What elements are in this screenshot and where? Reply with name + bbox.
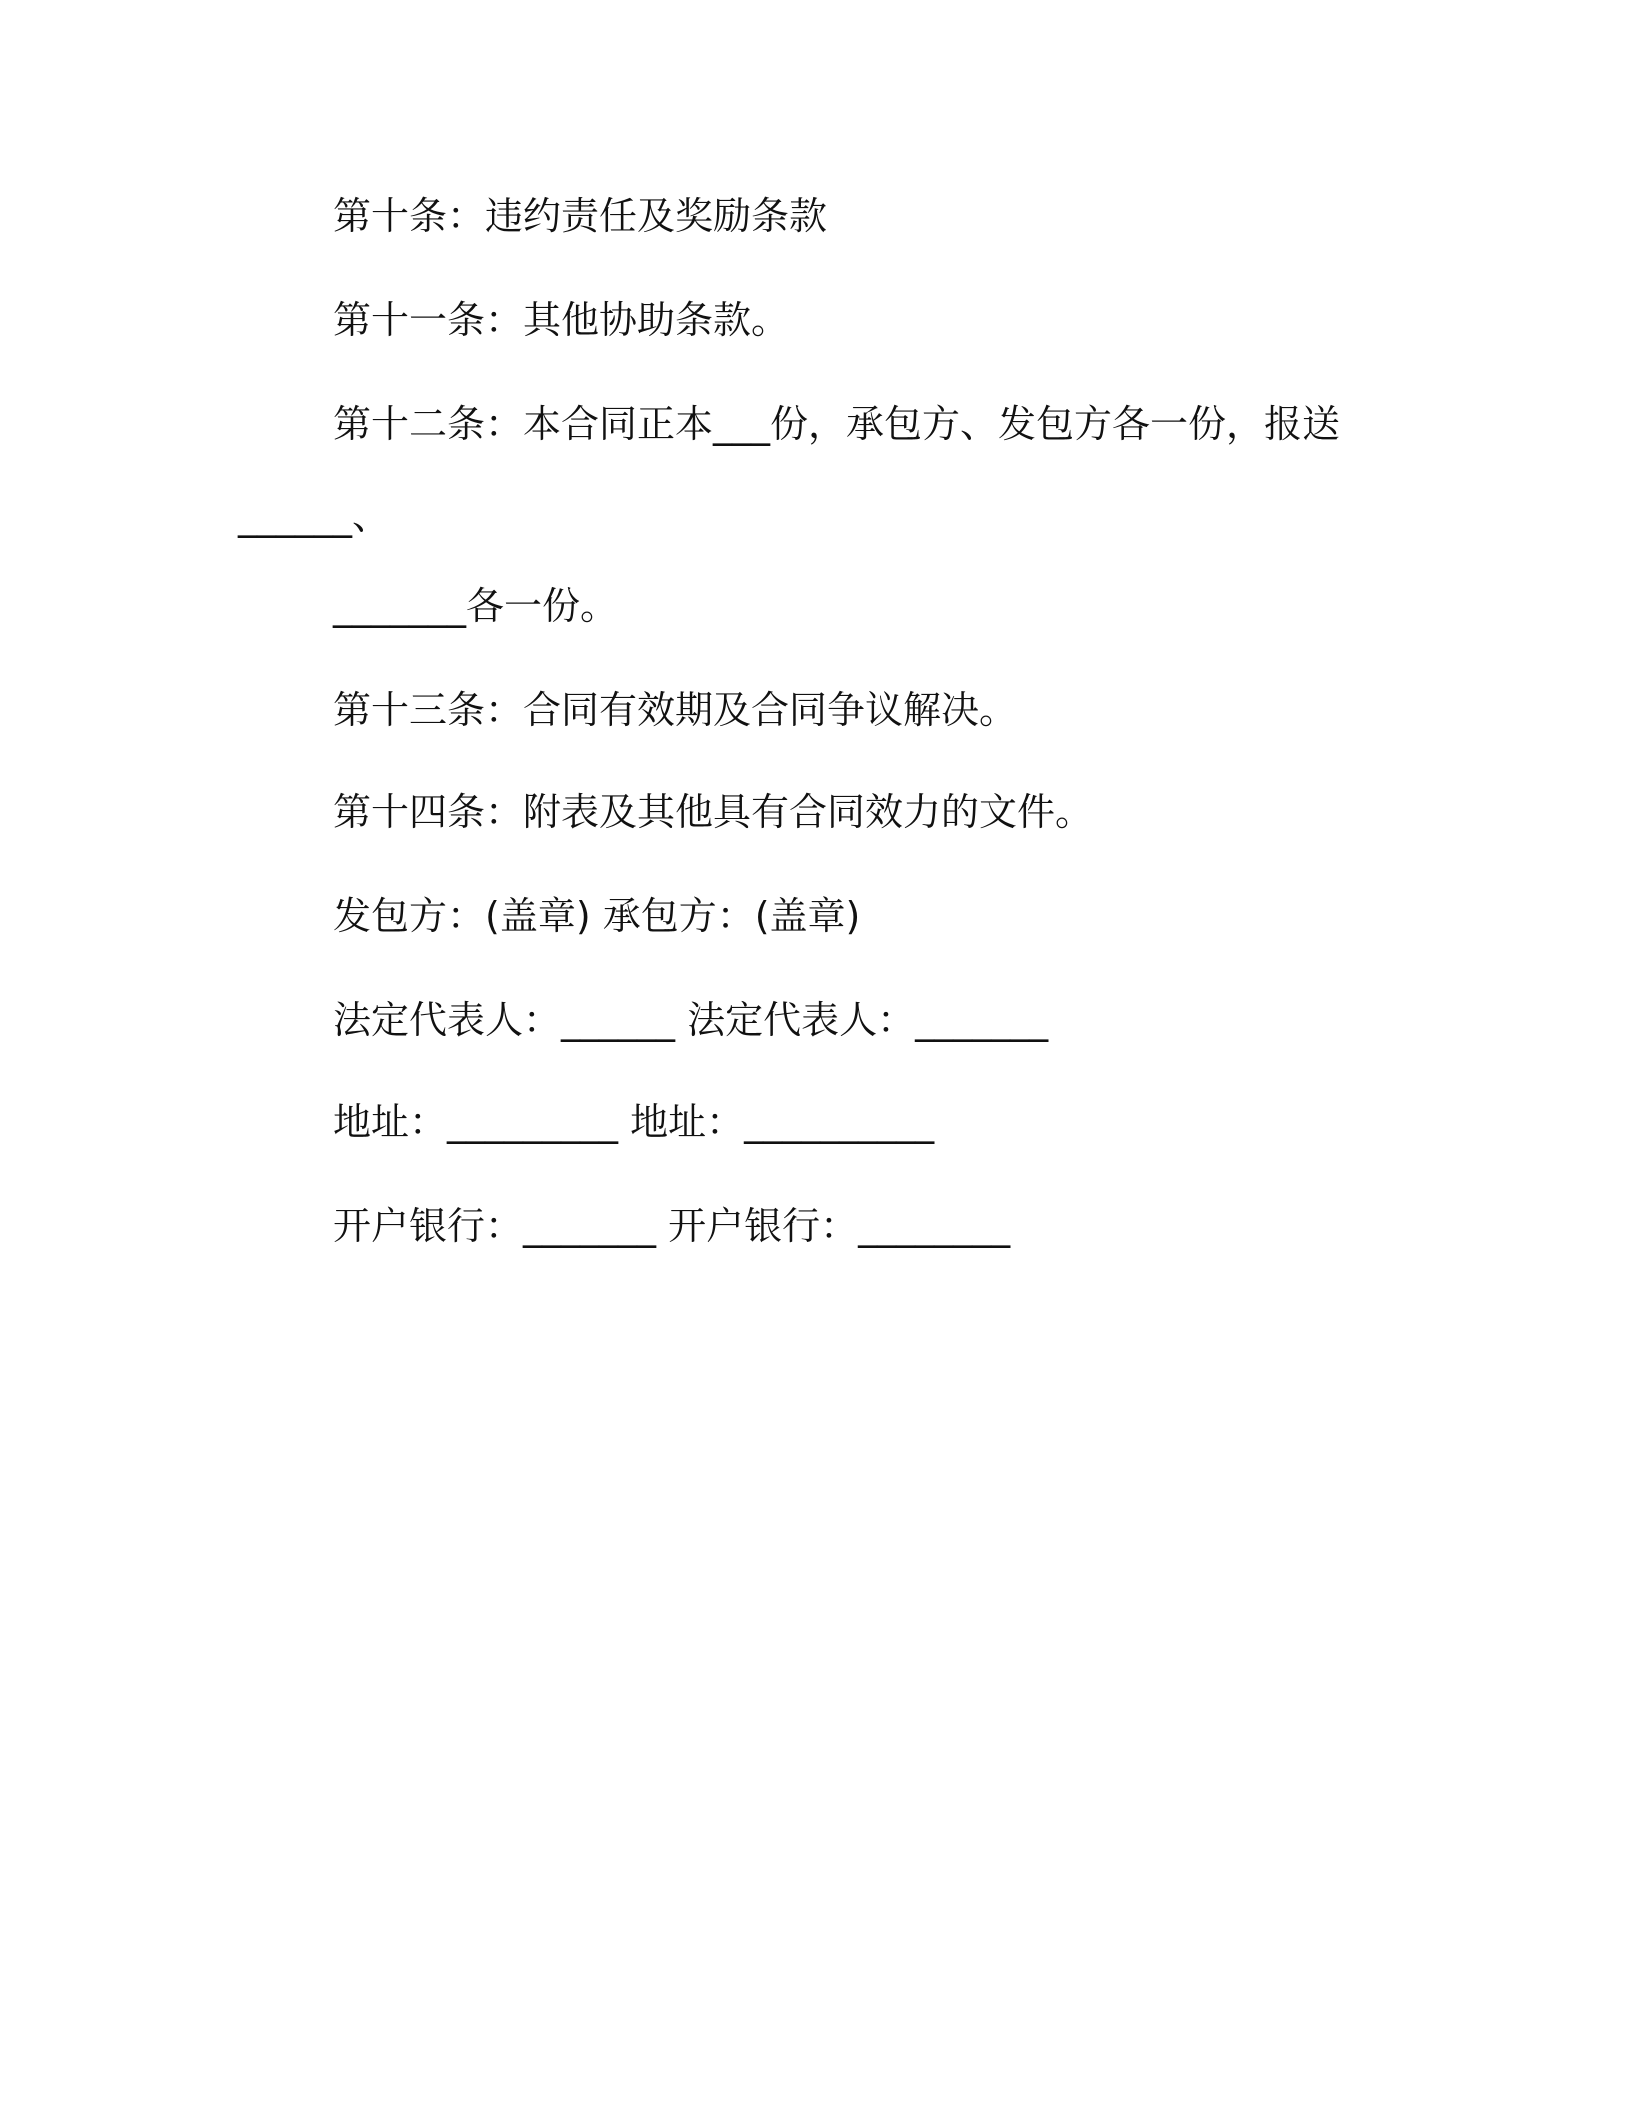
clause-11: 第十一条：其他协助条款。 (333, 298, 790, 342)
clause-14: 第十四条：附表及其他具有合同效力的文件。 (333, 790, 1094, 834)
address-line: 地址：_________ 地址：__________ (333, 1100, 935, 1144)
clause-10: 第十条：违约责任及奖励条款 (333, 194, 828, 238)
signature-parties: 发包方：(盖章) 承包方：(盖章) (333, 894, 861, 938)
bank-line: 开户银行：_______ 开户银行：________ (333, 1204, 1011, 1248)
clause-12-continuation: ______、 (238, 494, 391, 538)
clause-12: 第十二条：本合同正本___份，承包方、发包方各一份，报送 (333, 402, 1341, 446)
clause-12-continuation-2: _______各一份。 (333, 584, 619, 628)
legal-representative-line: 法定代表人：______ 法定代表人：_______ (333, 998, 1049, 1042)
clause-13: 第十三条：合同有效期及合同争议解决。 (333, 688, 1018, 732)
